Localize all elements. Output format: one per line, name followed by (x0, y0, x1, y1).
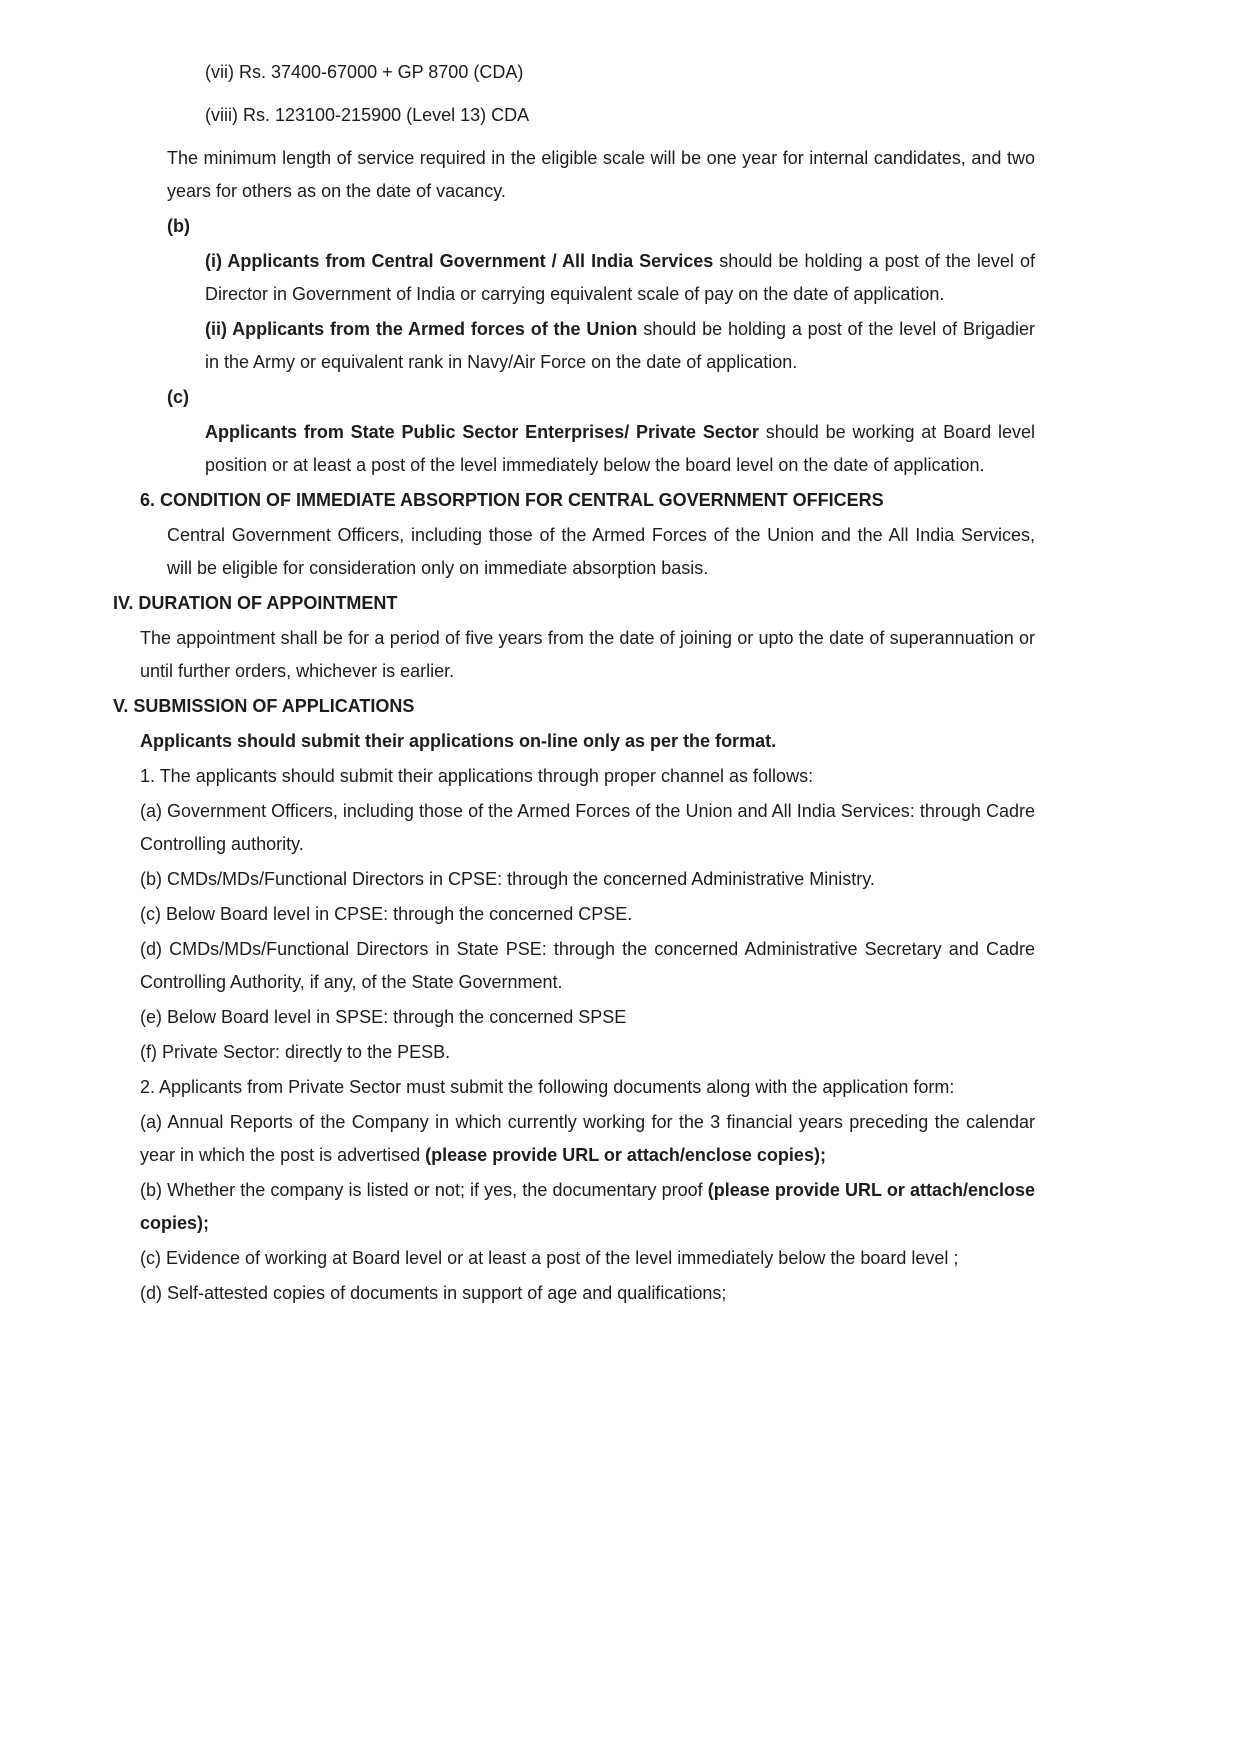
para-duration-of-appointment: The appointment shall be for a period of five years from the date of joining or upto the date of superannuation or until further orders, whichever is earlier. (140, 628, 1035, 681)
para-proper-channel-intro: 1. The applicants should submit their applications through proper channel as follows: (140, 766, 814, 786)
document-item-c: (c) Evidence of working at Board level or at least a post of the level immediately below the board level ; (140, 1248, 959, 1268)
document-item-d: (d) Self-attested copies of documents in support of age and qualifications; (140, 1283, 727, 1303)
channel-item-a: (a) Government Officers, including those of the Armed Forces of the Union and All India Services: through Cadre Controlling authority. (140, 801, 1035, 854)
para-private-sector-documents-intro: 2. Applicants from Private Sector must submit the following documents along with the application form: (140, 1077, 955, 1097)
payscale-item-vii: (vii) Rs. 37400-67000 + GP 8700 (CDA) (205, 62, 524, 82)
clause-label-c: (c) (167, 387, 189, 407)
channel-item-e: (e) Below Board level in SPSE: through the concerned SPSE (140, 1007, 627, 1027)
heading-duration-of-appointment: IV. DURATION OF APPOINTMENT (113, 593, 398, 613)
channel-item-b: (b) CMDs/MDs/Functional Directors in CPSE: through the concerned Administrative Ministry. (140, 869, 875, 889)
document-item-a: (a) Annual Reports of the Company in which currently working for the 3 financial years preceding the calendar year in which the post is advertised (please provide URL or attach/enclose copies); (140, 1112, 1035, 1165)
para-minimum-service: The minimum length of service required in the eligible scale will be one year for internal candidates, and two years for others as on the date of vacancy. (167, 148, 1035, 201)
document-item-b: (b) Whether the company is listed or not; if yes, the documentary proof (please provide URL or attach/enclose copies); (140, 1180, 1035, 1233)
para-armed-forces-applicants: (ii) Applicants from the Armed forces of the Union should be holding a post of the level of Brigadier in the Army or equivalent rank in Navy/Air Force on the date of application. (205, 319, 1035, 372)
heading-condition-absorption: 6. CONDITION OF IMMEDIATE ABSORPTION FOR CENTRAL GOVERNMENT OFFICERS (140, 490, 884, 510)
payscale-item-viii: (viii) Rs. 123100-215900 (Level 13) CDA (205, 105, 530, 125)
para-condition-absorption: Central Government Officers, including those of the Armed Forces of the Union and the All India Services, will be eligible for consideration only on immediate absorption basis. (167, 525, 1035, 578)
channel-item-d: (d) CMDs/MDs/Functional Directors in State PSE: through the concerned Administrative Secretary and Cadre Controlling Authority, if any, of the State Government. (140, 939, 1035, 992)
channel-item-f: (f) Private Sector: directly to the PESB. (140, 1042, 451, 1062)
para-central-govt-applicants: (i) Applicants from Central Government / All India Services should be holding a post of the level of Director in Government of India or carrying equivalent scale of pay on the date of application. (205, 251, 1035, 304)
channel-item-c: (c) Below Board level in CPSE: through the concerned CPSE. (140, 904, 633, 924)
para-online-submission-note: Applicants should submit their applications on-line only as per the format. (140, 731, 777, 751)
heading-submission-of-applications: V. SUBMISSION OF APPLICATIONS (113, 696, 415, 716)
para-state-pse-applicants: Applicants from State Public Sector Enterprises/ Private Sector should be working at Board level position or at least a post of the level immediately below the board level on the date of application. (205, 422, 1035, 475)
clause-label-b: (b) (167, 216, 190, 236)
